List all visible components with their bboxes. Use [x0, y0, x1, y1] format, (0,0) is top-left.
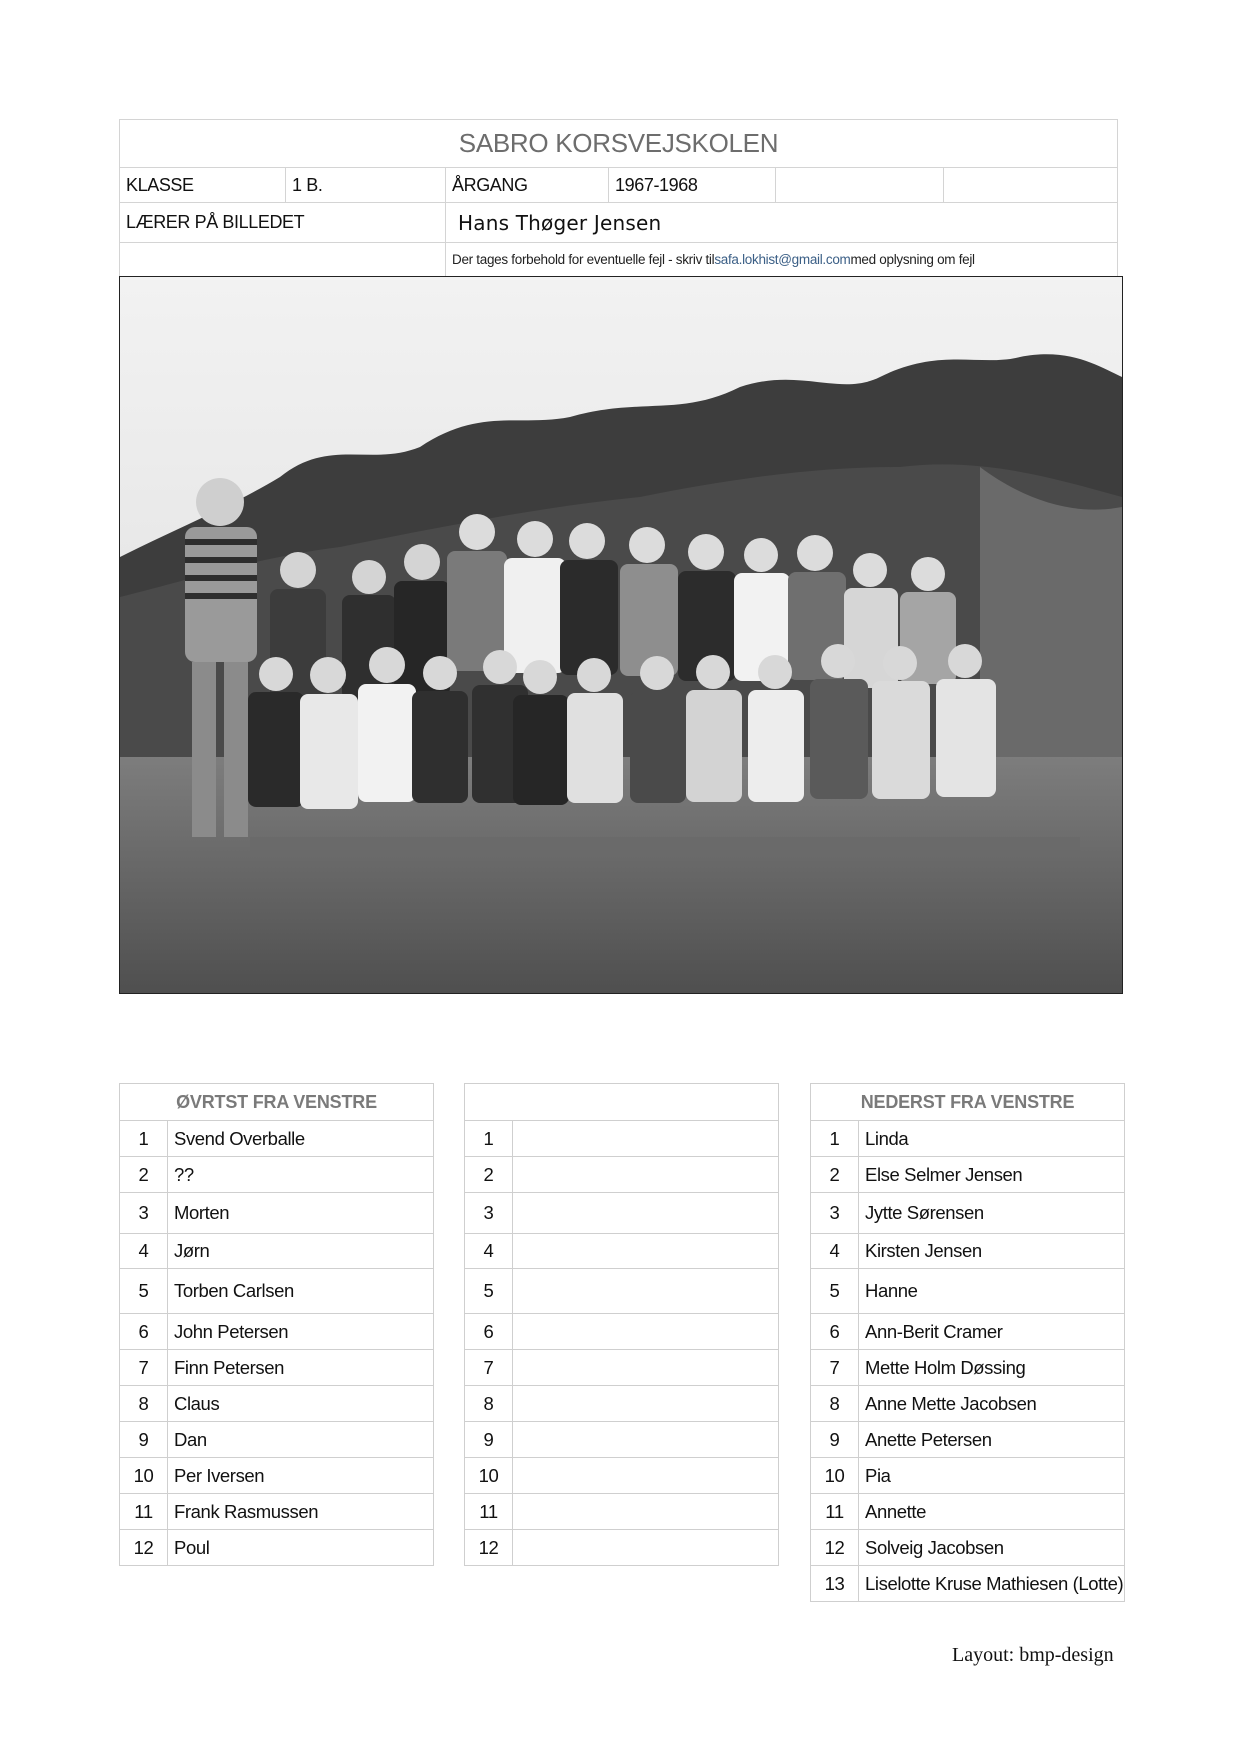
middle-row-heading [465, 1084, 778, 1121]
table-row [120, 1422, 433, 1458]
row-number: 8 [465, 1386, 513, 1421]
table-row [811, 1566, 1124, 1602]
row-number: 6 [811, 1314, 859, 1349]
top-row-names-table [119, 1083, 434, 1566]
row-name: Frank Rasmussen [174, 1500, 319, 1522]
table-row [120, 1530, 433, 1566]
top-row-heading: ØVRTST FRA VENSTRE [120, 1084, 433, 1121]
table-row [811, 1530, 1124, 1566]
row-number: 12 [465, 1530, 513, 1565]
header-disclaimer-row [120, 243, 1117, 276]
table-row [120, 1269, 433, 1314]
row-number: 12 [811, 1530, 859, 1565]
row-name: Linda [865, 1127, 909, 1149]
row-name [513, 1458, 778, 1493]
row-number: 10 [465, 1458, 513, 1493]
table-row [465, 1193, 778, 1234]
row-number: 9 [811, 1422, 859, 1457]
aargang-label: ÅRGANG [446, 168, 609, 202]
table-row [811, 1157, 1124, 1193]
row-name: Else Selmer Jensen [865, 1163, 1023, 1185]
table-row [465, 1386, 778, 1422]
disclaimer [446, 243, 1117, 276]
row-name: Mette Holm Døssing [865, 1356, 1026, 1378]
header-class-row [120, 168, 1117, 203]
row-name: Ann-Berit Cramer [865, 1320, 1003, 1342]
row-number: 3 [120, 1193, 168, 1233]
row-name [513, 1422, 778, 1457]
table-row [120, 1121, 433, 1157]
table-row [811, 1269, 1124, 1314]
email-link[interactable]: safa.lokhist@gmail.com [714, 252, 851, 267]
row-name: Liselotte Kruse Mathiesen (Lotte) [865, 1572, 1124, 1594]
table-row [120, 1234, 433, 1269]
class-photo [119, 276, 1123, 994]
table-row [811, 1350, 1124, 1386]
row-name: Morten [174, 1202, 230, 1223]
row-number: 11 [465, 1494, 513, 1529]
header-teacher-row [120, 203, 1117, 243]
row-number: 2 [465, 1157, 513, 1192]
row-name: Svend Overballe [174, 1127, 305, 1149]
row-name: Torben Carlsen [174, 1280, 294, 1301]
row-name: Anne Mette Jacobsen [865, 1392, 1037, 1414]
row-number: 8 [120, 1386, 168, 1421]
row-name: Dan [174, 1428, 207, 1450]
row-number: 9 [120, 1422, 168, 1457]
table-row [465, 1530, 778, 1566]
row-number: 5 [120, 1269, 168, 1313]
table-row [811, 1121, 1124, 1157]
table-row [120, 1157, 433, 1193]
row-number: 7 [811, 1350, 859, 1385]
row-name: Pia [865, 1464, 891, 1486]
row-name [513, 1494, 778, 1529]
bottom-row-names-table [810, 1083, 1125, 1602]
table-row [120, 1458, 433, 1494]
row-number: 2 [120, 1157, 168, 1192]
row-name [513, 1350, 778, 1385]
bench [250, 837, 1080, 851]
teacher-name: Hans Thøger Jensen [458, 210, 662, 235]
klasse-value: 1 B. [286, 168, 446, 202]
table-row [465, 1350, 778, 1386]
row-name [513, 1157, 778, 1192]
table-row [120, 1314, 433, 1350]
row-number: 2 [811, 1157, 859, 1192]
layout-credit: Layout: bmp-design [952, 1644, 1114, 1666]
row-name: Finn Petersen [174, 1356, 284, 1378]
table-row [811, 1422, 1124, 1458]
table-row [465, 1494, 778, 1530]
row-name [513, 1386, 778, 1421]
table-row [811, 1314, 1124, 1350]
row-number: 4 [811, 1234, 859, 1268]
empty-cell-1 [776, 168, 944, 202]
row-number: 12 [120, 1530, 168, 1565]
teacher-label: LÆRER PÅ BILLEDET [120, 203, 446, 242]
row-number: 13 [811, 1566, 859, 1601]
row-number: 7 [120, 1350, 168, 1385]
row-name: Jytte Sørensen [865, 1202, 984, 1223]
table-row [120, 1350, 433, 1386]
table-row [465, 1422, 778, 1458]
row-number: 4 [465, 1234, 513, 1268]
table-row [811, 1458, 1124, 1494]
table-row [465, 1121, 778, 1157]
row-name: John Petersen [174, 1320, 289, 1342]
row-number: 9 [465, 1422, 513, 1457]
row-number: 6 [465, 1314, 513, 1349]
table-row [811, 1386, 1124, 1422]
row-name: Claus [174, 1392, 220, 1414]
table-row [465, 1234, 778, 1269]
row-number: 11 [811, 1494, 859, 1529]
row-name [513, 1269, 778, 1313]
table-row [465, 1314, 778, 1350]
row-name [513, 1193, 778, 1233]
row-number: 1 [120, 1121, 168, 1156]
row-name: Per Iversen [174, 1464, 265, 1486]
row-number: 5 [811, 1269, 859, 1313]
table-row [465, 1157, 778, 1193]
row-number: 7 [465, 1350, 513, 1385]
middle-row-names-table [464, 1083, 779, 1566]
empty-cell-2 [944, 168, 1117, 202]
table-row [120, 1494, 433, 1530]
row-number: 1 [811, 1121, 859, 1156]
table-row [811, 1193, 1124, 1234]
row-name: Kirsten Jensen [865, 1240, 982, 1261]
row-name: Annette [865, 1500, 926, 1522]
row-number: 6 [120, 1314, 168, 1349]
table-row [465, 1458, 778, 1494]
table-row [120, 1386, 433, 1422]
disclaimer-text-after: med oplysning om fejl [850, 252, 975, 267]
row-name: Poul [174, 1536, 210, 1558]
school-title: SABRO KORSVEJSKOLEN [458, 128, 779, 158]
row-name: Solveig Jacobsen [865, 1536, 1004, 1558]
row-name: Hanne [865, 1280, 918, 1301]
row-name [513, 1121, 778, 1156]
row-number: 11 [120, 1494, 168, 1529]
row-name [513, 1234, 778, 1268]
empty-cell-3 [120, 243, 446, 276]
row-number: 8 [811, 1386, 859, 1421]
table-row [465, 1269, 778, 1314]
row-name: ?? [174, 1163, 194, 1185]
row-number: 3 [811, 1193, 859, 1233]
row-number: 4 [120, 1234, 168, 1268]
row-number: 10 [811, 1458, 859, 1493]
row-number: 1 [465, 1121, 513, 1156]
table-row [811, 1494, 1124, 1530]
disclaimer-text-before: Der tages forbehold for eventuelle fejl - skriv til [452, 252, 715, 267]
header-table [119, 119, 1118, 277]
aargang-value: 1967-1968 [609, 168, 776, 202]
klasse-label: KLASSE [120, 168, 286, 202]
row-name: Jørn [174, 1240, 210, 1261]
row-name [513, 1530, 778, 1565]
row-number: 10 [120, 1458, 168, 1493]
class-photo-illustration [120, 277, 1122, 993]
table-row [811, 1234, 1124, 1269]
row-number: 5 [465, 1269, 513, 1313]
table-row [120, 1193, 433, 1234]
row-number: 3 [465, 1193, 513, 1233]
bottom-row-heading: NEDERST FRA VENSTRE [811, 1084, 1124, 1121]
row-name [513, 1314, 778, 1349]
row-name: Anette Petersen [865, 1428, 992, 1450]
header-title-row [120, 120, 1117, 168]
